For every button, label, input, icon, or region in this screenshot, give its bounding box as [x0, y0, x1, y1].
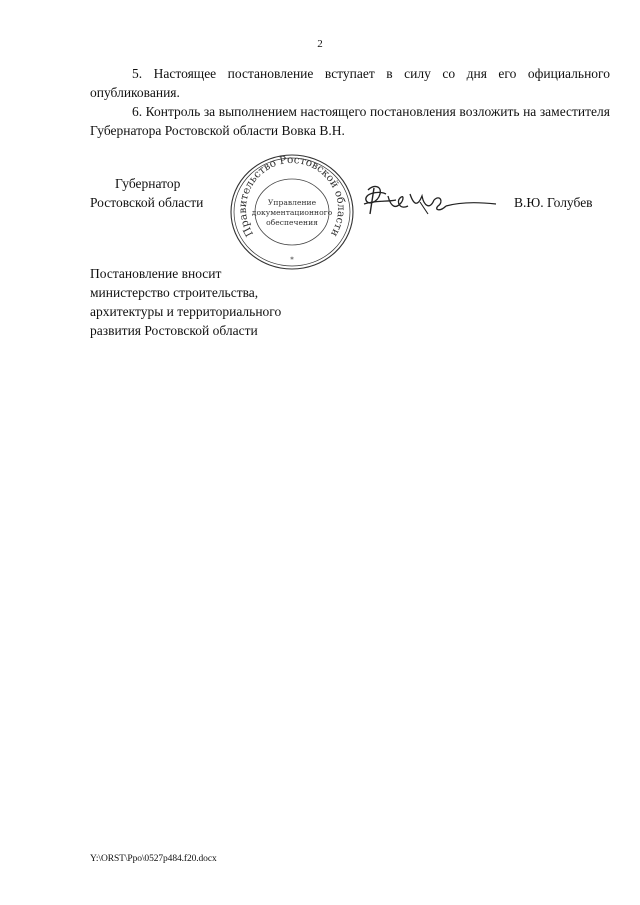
paragraph-6: 6. Контроль за выполнением настоящего постановления возложить на заместителя Губернатора Ростовской области Вовка В.Н.	[90, 104, 610, 138]
signatory-title-line1: Губернатор	[115, 176, 181, 191]
introduced-by-note	[90, 264, 281, 340]
document-body	[90, 64, 610, 140]
introduced-by-line3: архитектуры и территориального	[90, 304, 282, 319]
handwritten-signature	[360, 180, 500, 224]
introduced-by-line4: развития Ростовской области	[90, 323, 258, 338]
seal-outer-text: Правительство Ростовской области	[236, 153, 348, 239]
paragraph-5: 5. Настоящее постановление вступает в силу со дня его официального опубликования.	[90, 66, 610, 100]
introduced-by-line1: Постановление вносит	[90, 266, 222, 281]
svg-text:*: *	[290, 256, 294, 264]
seal-inner-line2: документационного	[251, 208, 333, 217]
introduced-by-line2: министерство строительства,	[90, 285, 259, 300]
signer-name: В.Ю. Голубев	[514, 195, 593, 210]
seal-inner-line3: обеспечения	[266, 218, 318, 227]
signatory-title	[90, 174, 203, 212]
file-path-footer: Y:\ORST\Ppo\0527p484.f20.docx	[90, 854, 217, 864]
seal-inner-line1: Управление	[267, 198, 317, 207]
official-seal	[228, 152, 356, 272]
signatory-title-line2: Ростовской области	[90, 195, 204, 210]
page-number: 2	[317, 38, 323, 50]
